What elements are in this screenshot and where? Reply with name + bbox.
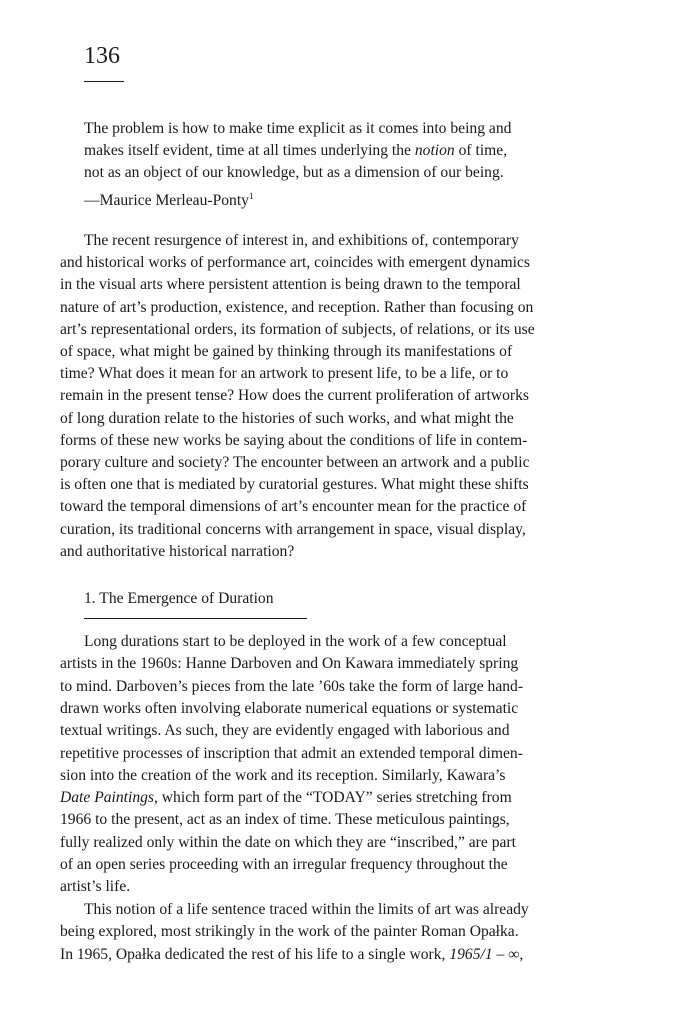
text-line: art’s representational orders, its formation of subjects, of relations, or its use bbox=[60, 320, 535, 338]
text-run: , bbox=[519, 945, 524, 963]
italic-text-run: Date Paintings bbox=[60, 789, 154, 807]
text-line bbox=[84, 900, 529, 920]
text-run: being explored, most strikingly in the work of the painter Roman Opałka. bbox=[60, 923, 519, 941]
text-line bbox=[60, 766, 505, 786]
text-run: repetitive processes of inscription that admit an extended temporal dimen- bbox=[60, 744, 523, 762]
text-run: Long durations start to be deployed in the work of a few conceptual bbox=[84, 633, 507, 650]
text-line bbox=[84, 632, 507, 652]
text-line bbox=[60, 810, 510, 830]
text-line: and authoritative historical narration? bbox=[60, 542, 295, 560]
text-run: not as an object of our knowledge, but as a dimension of our being. bbox=[84, 164, 504, 182]
italic-text-run: 1965/1 – ∞ bbox=[449, 945, 520, 963]
text-run: artist’s life. bbox=[60, 878, 131, 896]
text-run: 1966 to the present, act as an index of time. These meticulous paintings, bbox=[60, 811, 510, 829]
text-run: fully realized only within the date on which they are “inscribed,” are part bbox=[60, 833, 516, 851]
text-line: is often one that is mediated by curatorial gestures. What might these shifts bbox=[60, 476, 529, 494]
text-run: of time, bbox=[454, 142, 508, 160]
text-line: of long duration relate to the histories of such works, and what might the bbox=[60, 409, 514, 427]
text-run: textual writings. As such, they are evidently engaged with laborious and bbox=[60, 722, 510, 740]
text-line bbox=[60, 877, 130, 897]
text-line: curation, its traditional concerns with arrangement in space, visual display, bbox=[60, 520, 526, 538]
text-line: forms of these new works be saying about the conditions of life in contem- bbox=[60, 431, 528, 449]
footnote-marker: 1 bbox=[248, 190, 254, 201]
text-line bbox=[60, 833, 516, 853]
section-heading: 1. The Emergence of Duration bbox=[84, 590, 274, 607]
text-run: drawn works often involving elaborate numerical equations or systematic bbox=[60, 699, 519, 717]
italic-text-run: notion bbox=[414, 142, 455, 160]
text-line bbox=[60, 721, 510, 741]
section-heading-rule bbox=[84, 618, 307, 619]
text-run: makes itself evident, time at all times underlying the bbox=[84, 142, 415, 160]
text-run: sion into the creation of the work and its reception. Similarly, Kawara’s bbox=[60, 766, 506, 784]
text-line: nature of art’s production, existence, and reception. Rather than focusing on bbox=[60, 298, 534, 316]
text-line bbox=[60, 945, 523, 965]
attribution-text: —Maurice Merleau-Ponty bbox=[84, 191, 249, 209]
page-number: 136 bbox=[84, 43, 120, 69]
text-run: , which form part of the “TODAY” series stretching from bbox=[154, 789, 512, 807]
text-run: of an open series proceeding with an irregular frequency throughout the bbox=[60, 856, 508, 873]
text-run: In 1965, Opałka dedicated the rest of his life to a single work, bbox=[60, 945, 450, 963]
text-line: remain in the present tense? How does the current proliferation of artworks bbox=[60, 387, 529, 405]
text-line: time? What does it mean for an artwork to present life, to be a life, or to bbox=[60, 365, 509, 383]
text-run: This notion of a life sentence traced within the limits of art was already bbox=[84, 901, 529, 918]
text-line bbox=[60, 855, 508, 875]
text-line bbox=[60, 654, 518, 674]
text-line bbox=[84, 141, 507, 161]
page-number-rule bbox=[84, 81, 124, 82]
text-line bbox=[84, 163, 504, 183]
text-line: in the visual arts where persistent attention is being drawn to the temporal bbox=[60, 276, 521, 294]
text-line: The recent resurgence of interest in, and exhibitions of, contemporary bbox=[84, 232, 519, 249]
text-line bbox=[60, 677, 523, 697]
text-line: porary culture and society? The encounter between an artwork and a public bbox=[60, 454, 530, 471]
text-line: toward the temporal dimensions of art’s encounter mean for the practice of bbox=[60, 498, 527, 516]
text-line bbox=[84, 119, 511, 139]
text-line bbox=[60, 699, 518, 719]
text-run: to mind. Darboven’s pieces from the late ’60s take the form of large hand- bbox=[60, 677, 524, 695]
text-line bbox=[60, 922, 519, 942]
text-line: of space, what might be gained by thinking through its manifestations of bbox=[60, 343, 513, 360]
text-run: artists in the 1960s: Hanne Darboven and On Kawara immediately spring bbox=[60, 655, 519, 673]
text-line bbox=[60, 788, 512, 808]
text-run: The problem is how to make time explicit as it comes into being and bbox=[84, 120, 512, 137]
epigraph-attribution bbox=[84, 186, 253, 211]
text-line bbox=[60, 744, 523, 764]
text-line: and historical works of performance art, coincides with emergent dynamics bbox=[60, 254, 530, 272]
